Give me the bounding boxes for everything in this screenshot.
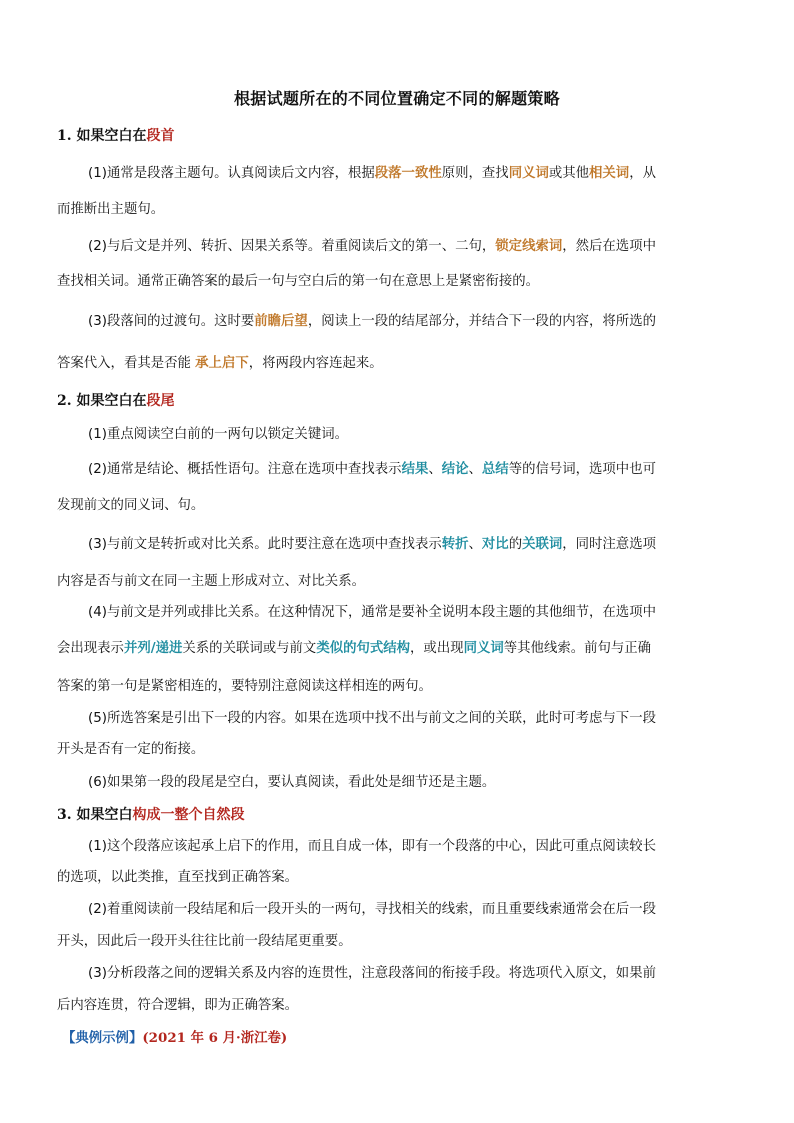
section-heading-2 (57, 390, 175, 410)
text-line: (3)分析段落之间的逻辑关系及内容的连贯性，注意段落间的衔接手段。将选项代入原文，如果前 (88, 966, 656, 981)
text-line: 答案的第一句是紧密相连的，要特别注意阅读这样相连的两句。 (57, 679, 432, 694)
text-line: 后内容连贯，符合逻辑，即为正确答案。 (57, 998, 299, 1013)
section-highlight: 段首 (146, 128, 175, 144)
section-number: 3. (57, 807, 72, 823)
text-line: 查找相关词。通常正确答案的最后一句与空白后的第一句在意思上是紧密衔接的。 (57, 274, 540, 289)
text-line: 内容是否与前文在同一主题上形成对立、对比关系。 (57, 574, 365, 589)
keyword: 结论 (441, 462, 469, 477)
keyword: 同义词 (463, 641, 504, 656)
text-line: 的选项，以此类推，直至找到正确答案。 (57, 870, 299, 885)
example-tag: 【典例示例】 (62, 1030, 143, 1046)
text-line: (2)着重阅读前一段结尾和后一段开头的一两句，寻找相关的线索，而且重要线索通常会在后一段 (88, 902, 656, 917)
page-title: 根据试题所在的不同位置确定不同的解题策略 (233, 89, 560, 108)
text-line: (1)这个段落应该起承上启下的作用，而且自成一体，即有一个段落的中心，因此可重点阅读较长 (88, 839, 656, 854)
keyword: 关联词 (522, 537, 563, 552)
example-source: (2021 年 6 月·浙江卷) (142, 1030, 288, 1046)
text-line: (5)所选答案是引出下一段的内容。如果在选项中找不出与前文之间的关联，此时可考虑与下一段 (88, 711, 656, 726)
keyword: 类似的句式结构 (316, 641, 411, 656)
keyword: 前瞻后望 (254, 314, 308, 329)
section-prefix: 如果空白在 (76, 128, 147, 144)
text-line: (2)与后文是并列、转折、因果关系等。着重阅读后文的第一、二句，锁定线索词，然后在选项中 (88, 239, 656, 254)
keyword: 相关词 (589, 166, 630, 181)
keyword: 同义词 (508, 166, 549, 181)
text-line: (3)段落间的过渡句。这时要前瞻后望，阅读上一段的结尾部分，并结合下一段的内容，将所选的 (88, 314, 656, 329)
text-line: (3)与前文是转折或对比关系。此时要注意在选项中查找表示转折、对比的关联词，同时注意选项 (88, 537, 656, 552)
text-line: (1)通常是段落主题句。认真阅读后文内容，根据段落一致性原则，查找同义词或其他相关词，从 (88, 166, 656, 181)
text-line: 发现前文的同义词、句。 (57, 498, 205, 513)
keyword: 段落一致性 (374, 166, 442, 181)
text-line: 答案代入，看其是否能 承上启下，将两段内容连起来。 (57, 356, 383, 371)
section-highlight: 段尾 (146, 393, 175, 409)
text-line: (1)重点阅读空白前的一两句以锁定关键词。 (88, 427, 348, 442)
keyword: 结果 (401, 462, 429, 477)
text-line: (6)如果第一段的段尾是空白，要认真阅读，看此处是细节还是主题。 (88, 775, 496, 790)
text-line: (2)通常是结论、概括性语句。注意在选项中查找表示结果、结论、总结等的信号词，选项中也可 (88, 462, 656, 477)
keyword: 锁定线索词 (495, 239, 563, 254)
keyword: 转折 (441, 537, 469, 552)
example-label (62, 1027, 287, 1046)
text-line: 开头，因此后一段开头往往比前一段结尾更重要。 (57, 934, 352, 949)
text-line: (4)与前文是并列或排比关系。在这种情况下，通常是要补全说明本段主题的其他细节，在选项中 (88, 605, 656, 620)
section-prefix: 如果空白 (76, 807, 133, 823)
text-line: 开头是否有一定的衔接。 (57, 742, 205, 757)
section-heading-1 (57, 125, 175, 145)
section-heading-3 (57, 804, 245, 824)
keyword: 承上启下 (195, 356, 249, 371)
section-highlight: 构成一整个自然段 (132, 807, 245, 823)
section-number: 2. (57, 393, 72, 409)
text-line: 会出现表示并列/递进关系的关联词或与前文类似的句式结构，或出现同义词等其他线索。前句与正确 (57, 641, 652, 656)
text-line: 而推断出主题句。 (57, 202, 165, 217)
keyword: 对比 (481, 537, 509, 552)
section-prefix: 如果空白在 (76, 393, 147, 409)
keyword: 总结 (481, 462, 509, 477)
keyword: 并列/递进 (123, 641, 183, 656)
section-number: 1. (57, 128, 72, 144)
